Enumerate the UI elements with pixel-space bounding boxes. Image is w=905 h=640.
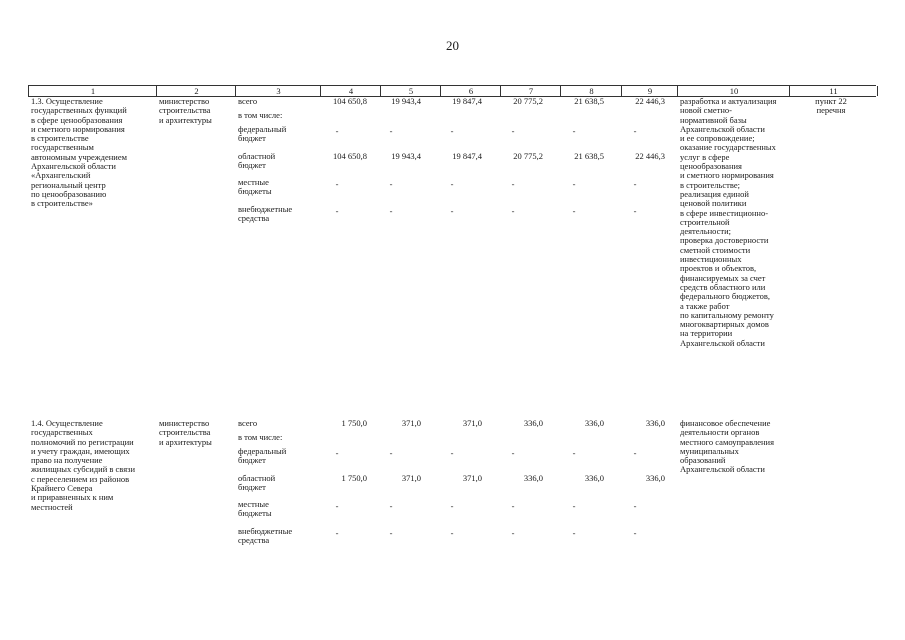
column-number-1: 1 bbox=[28, 86, 157, 96]
value-extra: - bbox=[450, 528, 454, 538]
value-federal: - bbox=[389, 126, 393, 136]
value-total: 20 775,2 bbox=[513, 96, 543, 106]
funding-source: местные бюджеты bbox=[238, 499, 272, 519]
value-local: - bbox=[389, 179, 393, 189]
value-federal: - bbox=[335, 126, 339, 136]
page-number: 20 bbox=[446, 38, 459, 53]
value-federal: - bbox=[633, 448, 637, 458]
responsible-executor: министерство строительства и архитектуры bbox=[159, 96, 212, 125]
expected-result: разработка и актуализация новой сметно- нормативной базы Архангельской области и ее сопровождение; оказание государственных услуг в сфере ценообразования и сметного нормирования в строительстве; реализация единой ценовой политики в сфере инвестиционно- строительной деятельности; проверка достоверности сметной стоимости инвестиционных проектов и объектов, финансируемых за счет средств областного или федерального бюджетов, а также работ по капитальному ремонту многоквартирных домов на территории Архангельской области bbox=[680, 96, 777, 348]
value-local: - bbox=[633, 179, 637, 189]
value-regional: 336,0 bbox=[645, 473, 665, 483]
value-extra: - bbox=[389, 528, 393, 538]
value-federal: - bbox=[389, 448, 393, 458]
value-regional: 371,0 bbox=[462, 473, 482, 483]
funding-source: федеральный бюджет bbox=[238, 124, 287, 144]
value-regional: 19 943,4 bbox=[391, 151, 421, 161]
value-total: 19 943,4 bbox=[391, 96, 421, 106]
funding-source: областной бюджет bbox=[238, 473, 276, 493]
column-number-8: 8 bbox=[560, 86, 622, 96]
value-total: 1 750,0 bbox=[341, 418, 367, 428]
value-extra: - bbox=[633, 528, 637, 538]
value-total: 21 638,5 bbox=[574, 96, 604, 106]
funding-source: в том числе: bbox=[238, 432, 283, 442]
column-number-5: 5 bbox=[380, 86, 441, 96]
value-local: - bbox=[511, 501, 515, 511]
funding-source: областной бюджет bbox=[238, 151, 276, 171]
value-federal: - bbox=[450, 448, 454, 458]
reference: пункт 22 перечня bbox=[815, 96, 847, 116]
value-regional: 371,0 bbox=[401, 473, 421, 483]
funding-source: всего bbox=[238, 418, 258, 428]
expected-result: финансовое обеспечение деятельности органов местного самоуправления муниципальных образований Архангельской области bbox=[680, 418, 774, 475]
value-total: 22 446,3 bbox=[635, 96, 665, 106]
value-federal: - bbox=[572, 448, 576, 458]
value-regional: 104 650,8 bbox=[333, 151, 367, 161]
value-total: 104 650,8 bbox=[333, 96, 367, 106]
column-number-9: 9 bbox=[621, 86, 678, 96]
value-extra: - bbox=[572, 528, 576, 538]
value-local: - bbox=[450, 501, 454, 511]
funding-source: в том числе: bbox=[238, 110, 283, 120]
value-regional: 22 446,3 bbox=[635, 151, 665, 161]
value-total: 336,0 bbox=[584, 418, 604, 428]
value-total: 371,0 bbox=[401, 418, 421, 428]
funding-source: местные бюджеты bbox=[238, 177, 272, 197]
column-number-7: 7 bbox=[500, 86, 561, 96]
column-number-6: 6 bbox=[440, 86, 501, 96]
value-regional: 336,0 bbox=[523, 473, 543, 483]
value-federal: - bbox=[450, 126, 454, 136]
value-federal: - bbox=[511, 126, 515, 136]
value-regional: 20 775,2 bbox=[513, 151, 543, 161]
activity-name: 1.4. Осуществление государственных полномочий по регистрации и учету граждан, имеющих право на получение жилищных субсидий в связи с переселением из районов Крайнего Севера и приравненных к ним местностей bbox=[31, 418, 136, 512]
value-federal: - bbox=[335, 448, 339, 458]
funding-source: внебюджетные средства bbox=[238, 204, 293, 224]
column-number-11: 11 bbox=[789, 86, 878, 96]
value-extra: - bbox=[511, 206, 515, 216]
value-regional: 19 847,4 bbox=[452, 151, 482, 161]
value-regional: 21 638,5 bbox=[574, 151, 604, 161]
value-extra: - bbox=[511, 528, 515, 538]
responsible-executor: министерство строительства и архитектуры bbox=[159, 418, 212, 447]
value-regional: 1 750,0 bbox=[341, 473, 367, 483]
value-local: - bbox=[633, 501, 637, 511]
value-extra: - bbox=[335, 206, 339, 216]
column-number-10: 10 bbox=[677, 86, 790, 96]
funding-source: всего bbox=[238, 96, 258, 106]
column-number-3: 3 bbox=[235, 86, 321, 96]
value-federal: - bbox=[572, 126, 576, 136]
value-total: 336,0 bbox=[523, 418, 543, 428]
funding-source: федеральный бюджет bbox=[238, 446, 287, 466]
value-total: 19 847,4 bbox=[452, 96, 482, 106]
value-federal: - bbox=[633, 126, 637, 136]
value-extra: - bbox=[450, 206, 454, 216]
value-extra: - bbox=[335, 528, 339, 538]
value-local: - bbox=[335, 501, 339, 511]
value-local: - bbox=[572, 501, 576, 511]
value-total: 336,0 bbox=[645, 418, 665, 428]
activity-name: 1.3. Осуществление государственных функций в сфере ценообразования и сметного нормирования в строительстве государственным автономным учреждением Архангельской области «Архангельский региональный центр по ценообразованию в строительстве» bbox=[31, 96, 127, 209]
value-local: - bbox=[450, 179, 454, 189]
value-local: - bbox=[511, 179, 515, 189]
value-extra: - bbox=[572, 206, 576, 216]
column-number-2: 2 bbox=[156, 86, 236, 96]
funding-source: внебюджетные средства bbox=[238, 526, 293, 546]
value-federal: - bbox=[511, 448, 515, 458]
value-regional: 336,0 bbox=[584, 473, 604, 483]
value-extra: - bbox=[389, 206, 393, 216]
value-extra: - bbox=[633, 206, 637, 216]
value-local: - bbox=[389, 501, 393, 511]
column-number-4: 4 bbox=[320, 86, 381, 96]
value-local: - bbox=[335, 179, 339, 189]
value-total: 371,0 bbox=[462, 418, 482, 428]
value-local: - bbox=[572, 179, 576, 189]
